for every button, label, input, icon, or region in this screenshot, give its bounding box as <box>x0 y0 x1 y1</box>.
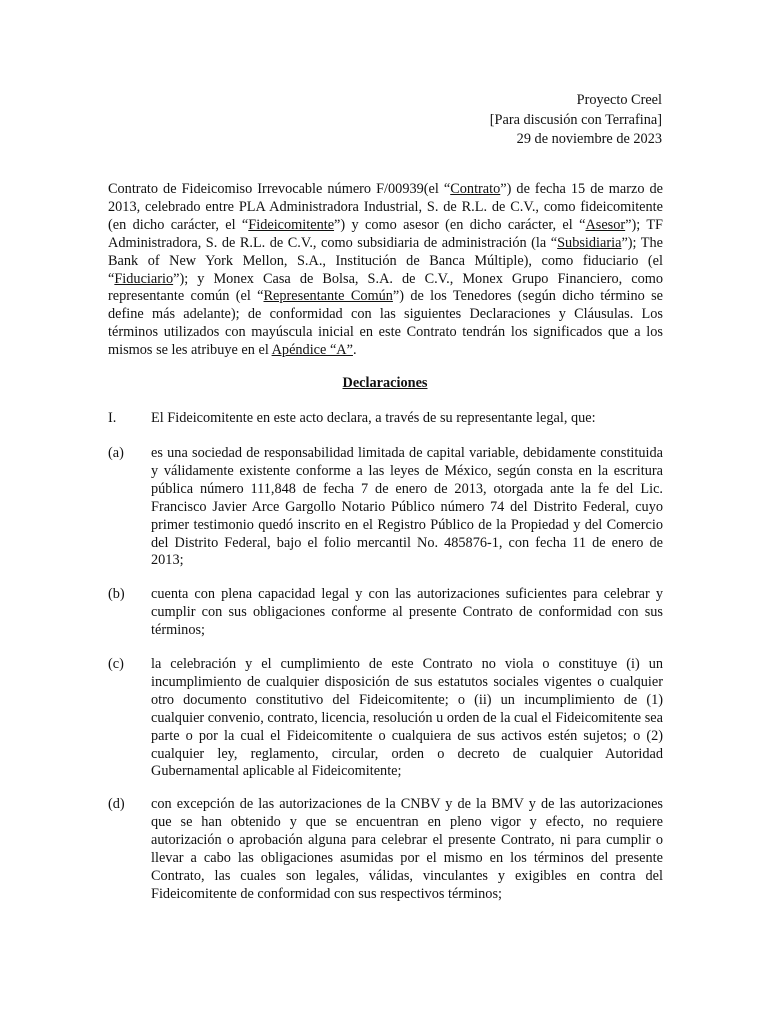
intro-text: ”) de fecha 15 de marzo de 2013, celebrado entre PLA Administradora Industrial, S. de R.L. de C.V., como fideicomitente (en dicho carácter, el “ <box>108 181 663 233</box>
defined-term-fideicomitente: Fideicomitente <box>248 216 335 233</box>
intro-text: Contrato de Fideicomiso Irrevocable número F/00939(el “ <box>108 181 451 197</box>
declaration-item-i <box>108 410 663 428</box>
defined-term-subsidiaria: Subsidiaria <box>557 234 622 251</box>
item-number: I. <box>108 410 117 426</box>
defined-term-asesor: Asesor <box>585 216 626 233</box>
item-text: es una sociedad de responsabilidad limitada de capital variable, debidamente constituida y válidamente existente conforme a las leyes de México, según consta en la escritura pública número 111,848 de fecha 7 de enero de 2013, otorgada ante la fe del Lic. Francisco Javier Arce Gargollo Notario Público número 74 del Distrito Federal, cuyo primer testimonio quedó inscrito en el Registro Público de la Propiedad y del Comercio del Distrito Federal, bajo el folio mercantil No. 485876-1, con fecha 11 de enero de 2013; <box>151 445 663 569</box>
intro-text: ”); y Monex Casa de Bolsa, S.A. de C.V., Monex Grupo Financiero, como representante común (el “ <box>108 270 663 305</box>
item-number: (a) <box>108 445 124 461</box>
intro-text: . <box>352 342 357 359</box>
defined-term-representante-comun: Representante Común <box>263 288 393 305</box>
declaration-item-c <box>108 656 663 781</box>
item-text: El Fideicomitente en este acto declara, a través de su representante legal, que: <box>151 410 596 426</box>
intro-text: ”) y como asesor (en dicho carácter, el “ <box>334 216 586 233</box>
item-number: (b) <box>108 586 125 602</box>
declaration-item-a <box>108 445 663 570</box>
intro-text: ”); The Bank of New York Mellon, S.A., Institución de Banca Múltiple), como fiduciario (el “ <box>108 234 664 287</box>
defined-term-apendice-a: Apéndice “A” <box>271 342 353 359</box>
header-date: 29 de noviembre de 2023 <box>516 131 662 147</box>
item-number: (d) <box>108 796 125 812</box>
section-heading-declaraciones: Declaraciones <box>342 375 428 391</box>
header-discussion-note: [Para discusión con Terrafina] <box>489 111 662 128</box>
defined-term-contrato: Contrato <box>450 181 501 197</box>
item-text: cuenta con plena capacidad legal y con las autorizaciones suficientes para celebrar y cumplir con sus obligaciones conforme al presente Contrato de conformidad con sus términos; <box>151 586 663 638</box>
declaration-item-b <box>108 586 663 640</box>
intro-text: ”) de los Tenedores (según dicho término se define más adelante); de conformidad con las siguientes Declaraciones y Cláusulas. Los términos utilizados con mayúscula inicial en este Contrato tendrán los significados que a los mismos se les atribuye en el <box>108 288 663 359</box>
intro-text: ”); TF Administradora, S. de R.L. de C.V., como subsidiaria de administración (la “ <box>108 216 664 251</box>
item-number: (c) <box>108 656 124 672</box>
intro-paragraph <box>108 181 663 360</box>
item-text: con excepción de las autorizaciones de la CNBV y de la BMV y de las autorizaciones que se han obtenido y que se encuentran en pleno vigor y efecto, no requiere autorización o aprobación alguna para celebrar el presente Contrato, ni para cumplir o llevar a cabo las obligaciones asumidas por el mismo en los términos del presente Contrato, las cuales son legales, válidas, vinculantes y exigibles en contra del Fideicomitente de conformidad con sus respectivos términos; <box>151 796 663 902</box>
declaration-item-d <box>108 796 663 903</box>
header-project-name: Proyecto Creel <box>576 92 662 108</box>
item-text: la celebración y el cumplimiento de este Contrato no viola o constituye (i) un incumplimiento de cualquier disposición de sus estatutos sociales vigentes o cualquier otro documento constitutivo del Fideicomitente; o (ii) un incumplimiento de (1) cualquier convenio, contrato, licencia, resolución u orden de la cual el Fideicomitente sea parte o por la cual el Fideicomitente o cualquiera de sus activos estén sujetos; o (2) cualquier ley, reglamento, circular, orden o decreto de cualquier Autoridad Gubernamental aplicable al Fideicomitente; <box>151 656 663 780</box>
defined-term-fiduciario: Fiduciario <box>114 270 174 287</box>
document-header <box>490 91 662 150</box>
